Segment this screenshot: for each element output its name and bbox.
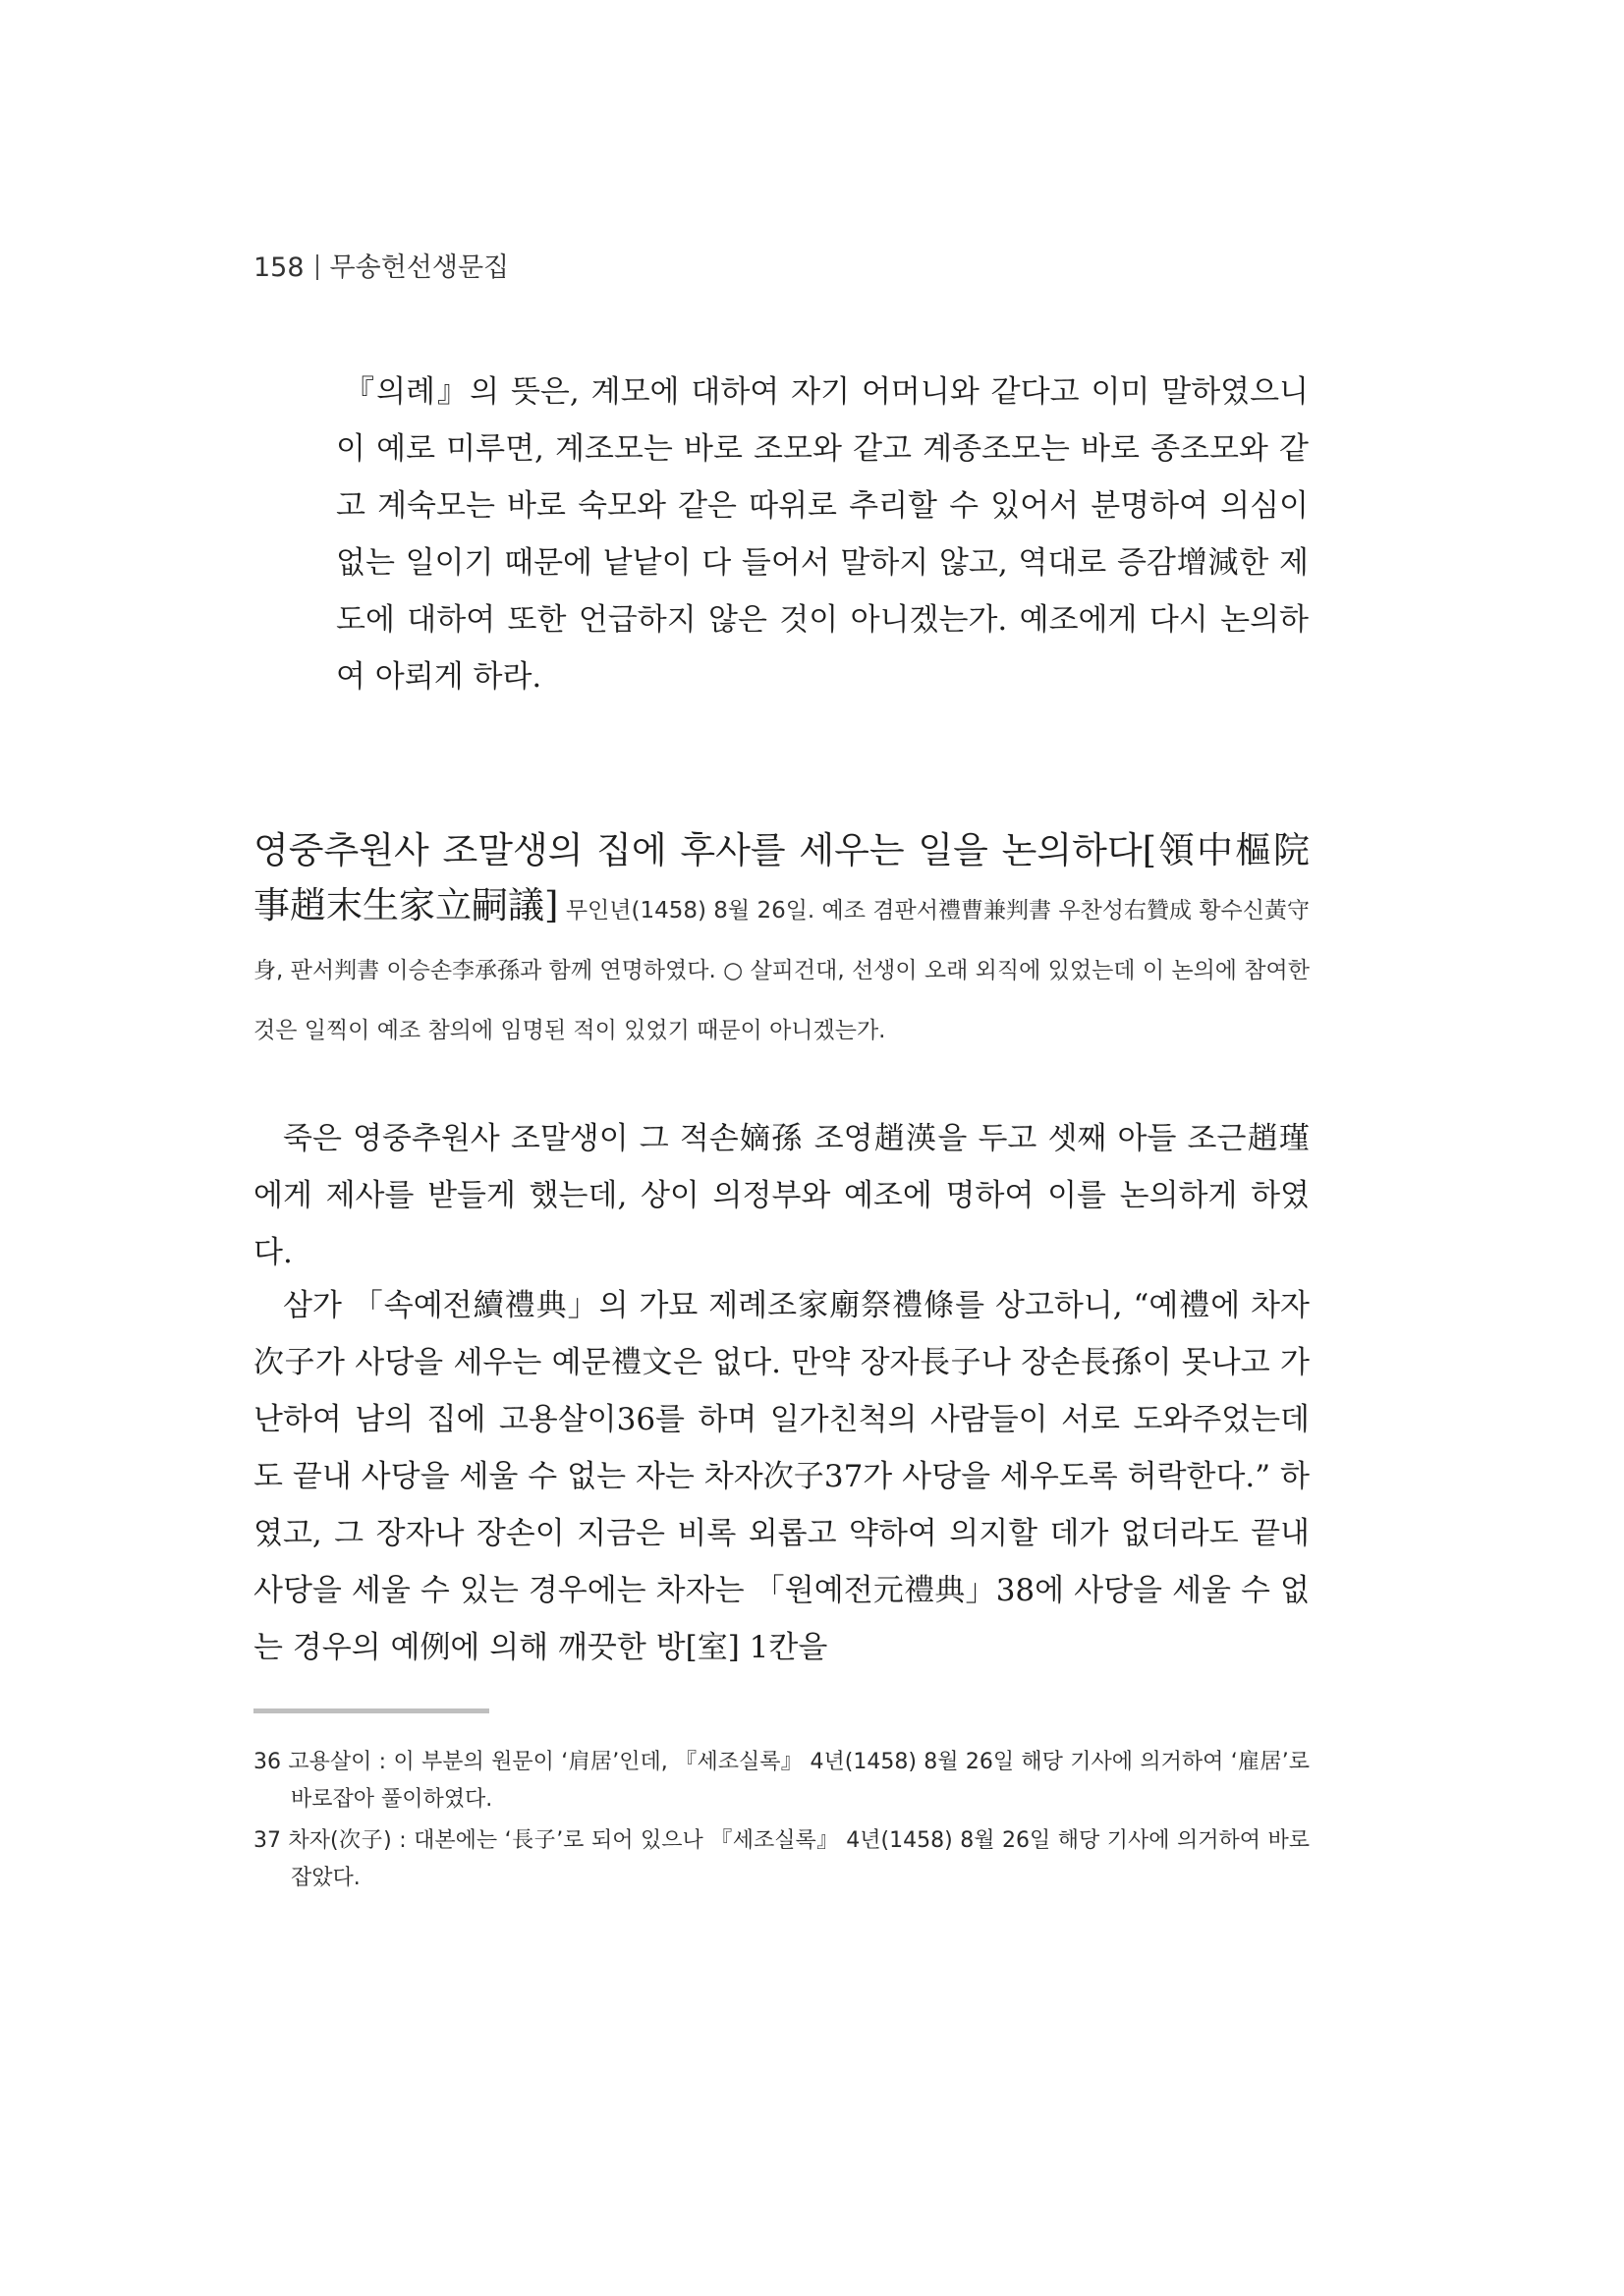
body-paragraph-2: 삼가 「속예전續禮典」의 가묘 제례조家廟祭禮條를 상고하니, “예禮에 차자次子가 사당을 세우는 예문禮文은 없다. 만약 장자長子나 장손長孫이 못나고 가난하여 남의 집에 고용살이36를 하며 일가친척의 사람들이 서로 도와주었는데도 끝내 사당을 세울 수 없는 자는 차자次子37가 사당을 세우도록 허락한다.” 하였고, 그 장자나 장손이 지금은 비록 외롭고 약하여 의지할 데가 없더라도 끝내 사당을 세울 수 있는 경우에는 차자는 「원예전元禮典」38에 사당을 세울 수 없는 경우의 예例에 의해 깨끗한 방[室] 1칸을 [253,1288,1310,1665]
section-meta: 무인년(1458) 8월 26일. 예조 겸판서禮曹兼判書 우찬성右贊成 황수신黃守身, 판서判書 이승손李承孫과 함께 연명하였다. ○ 살피건대, 선생이 오래 외직에 있었는데 이 논의에 참여한 것은 일찍이 예조 참의에 임명된 적이 있었기 때문이 아니겠는가. [253,898,1310,1043]
body-paragraph-1: 죽은 영중추원사 조말생이 그 적손嫡孫 조영趙渶을 두고 셋째 아들 조근趙瑾에게 제사를 받들게 했는데, 상이 의정부와 예조에 명하여 이를 논의하게 하였다. [253,1121,1310,1270]
section-title: 영중추원사 조말생의 집에 후사를 세우는 일을 논의하다[領中樞院事趙末生家立嗣議] [253,829,1310,926]
footnote-divider [253,1708,489,1713]
block-quote: 『의례』의 뜻은, 계모에 대하여 자기 어머니와 같다고 이미 말하였으니 이 예로 미루면, 계조모는 바로 조모와 같고 계종조모는 바로 종조모와 같고 계숙모는 바로 숙모와 같은 따위로 추리할 수 있어서 분명하여 의심이 없는 일이기 때문에 낱낱이 다 들어서 말하지 않고, 역대로 증감增減한 제도에 대하여 또한 언급하지 않은 것이 아니겠는가. 예조에게 다시 논의하여 아뢰게 하라. [336,374,1309,695]
footnotes [253,1744,1310,1901]
page-number: 158 [253,252,305,283]
section-heading [253,823,1310,1058]
footnote-36: 36 고용살이 : 이 부분의 원문이 ‘肩居’인데, 『세조실록』 4년(1458) 8월 26일 해당 기사에 의거하여 ‘雇居’로 바로잡아 풀이하였다. [253,1750,1310,1812]
header-separator [316,254,318,280]
running-header [253,246,509,284]
book-title: 무송헌선생문집 [329,252,510,283]
footnote-37: 37 차자(次子) : 대본에는 ‘長子’로 되어 있으나 『세조실록』 4년(1458) 8월 26일 해당 기사에 의거하여 바로잡았다. [253,1828,1310,1890]
